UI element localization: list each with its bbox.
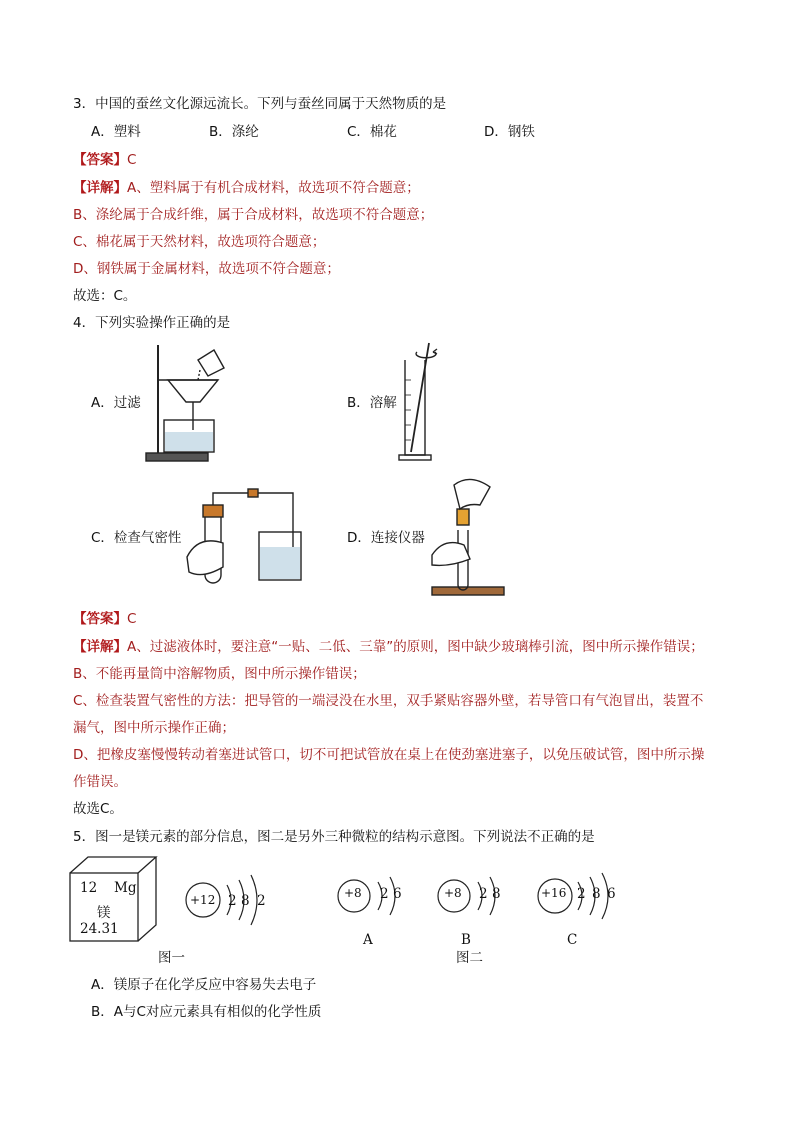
particle-b-shell-1: 2 (479, 886, 488, 902)
answer-tag: 【答案】 (73, 152, 127, 168)
q5-stem: 5．图一是镁元素的部分信息，图二是另外三种微粒的结构示意图。下列说法不正确的是 (73, 829, 595, 845)
particle-a-label: A (363, 932, 373, 948)
q3-option-d: D．钢铁 (484, 124, 535, 140)
q5-option-b: B．A与C对应元素具有相似的化学性质 (91, 1004, 322, 1020)
q4-detail-line-5: D、把橡皮塞慢慢转动着塞进试管口，切不可把试管放在桌上在使劲塞进塞子，以免压破试管，图中所示操 (73, 747, 705, 763)
mg-shell-1: 2 (228, 893, 237, 909)
q3-option-a: A．塑料 (91, 124, 141, 140)
answer-tag: 【答案】 (73, 611, 127, 627)
particle-a-shell-2: 6 (393, 886, 402, 902)
mg-shell-3: 2 (257, 893, 266, 909)
q4-option-c: C．检查气密性 (91, 530, 182, 546)
particle-a-shell-1: 2 (380, 886, 389, 902)
element-atomic-number: 12 (80, 880, 98, 896)
q3-option-b: B．涤纶 (209, 124, 259, 140)
particle-b-label: B (461, 932, 471, 948)
particle-b-nucleus: +8 (444, 886, 462, 900)
q4-option-d: D．连接仪器 (347, 530, 425, 546)
q4-answer-row (73, 609, 136, 629)
q4-option-a: A．过滤 (91, 395, 141, 411)
q3-conclusion: 故选：C。 (73, 288, 137, 304)
q4-detail-line-6: 作错误。 (73, 774, 127, 790)
mg-nucleus: +12 (190, 893, 216, 907)
q3-detail-line-1: 【详解】A、塑料属于有机合成材料，故选项不符合题意； (73, 180, 420, 196)
answer-value: C (127, 611, 137, 627)
detail-tag: 【详解】 (73, 639, 127, 655)
q3-stem: 3．中国的蚕丝文化源远流长。下列与蚕丝同属于天然物质的是 (73, 96, 447, 112)
particle-b-shell-2: 8 (492, 886, 501, 902)
q3-option-c: C．棉花 (347, 124, 397, 140)
q4-detail-line-2: B、不能再量筒中溶解物质，图中所示操作错误； (73, 666, 366, 682)
particle-b-diagram (434, 870, 514, 930)
particle-a-diagram (334, 870, 414, 930)
element-mass: 24.31 (80, 921, 119, 937)
particle-c-shell-3: 6 (607, 886, 616, 902)
particle-c-shell-1: 2 (577, 886, 586, 902)
particle-c-nucleus: +16 (541, 886, 567, 900)
airtightness-figure (183, 487, 303, 587)
connecting-figure (430, 475, 510, 600)
answer-value: C (127, 152, 137, 168)
dissolving-figure (395, 340, 455, 465)
q4-detail-line-3: C、检查装置气密性的方法：把导管的一端浸没在水里，双手紧贴容器外壁，若导管口有气泡冒出，装置不 (73, 693, 704, 709)
particle-c-label: C (567, 932, 578, 948)
q3-detail-line-4: D、钢铁属于金属材料，故选项不符合题意； (73, 261, 340, 277)
q4-detail-line-4: 漏气，图中所示操作正确； (73, 720, 235, 736)
detail-tag: 【详解】 (73, 180, 127, 196)
figure-two-caption: 图二 (456, 950, 483, 966)
particle-c-shell-2: 8 (592, 886, 601, 902)
q5-option-a: A．镁原子在化学反应中容易失去电子 (91, 977, 317, 993)
q3-answer-row (73, 150, 136, 170)
q4-detail-line-1: 【详解】A、过滤液体时，要注意“一贴、二低、三靠”的原则，图中缺少玻璃棒引流，图中所示操作错误； (73, 639, 704, 655)
q3-detail-line-2: B、涤纶属于合成纤维，属于合成材料，故选项不符合题意； (73, 207, 434, 223)
q4-option-b: B．溶解 (347, 395, 397, 411)
q3-detail-line-3: C、棉花属于天然材料，故选项符合题意； (73, 234, 326, 250)
element-name: 镁 (97, 905, 111, 921)
q4-stem: 4．下列实验操作正确的是 (73, 315, 231, 331)
q4-conclusion: 故选C。 (73, 801, 123, 817)
mg-shell-2: 8 (241, 893, 250, 909)
element-symbol: Mg (114, 880, 137, 896)
filtration-figure (138, 340, 238, 465)
particle-a-nucleus: +8 (344, 886, 362, 900)
figure-one-caption: 图一 (158, 950, 185, 966)
